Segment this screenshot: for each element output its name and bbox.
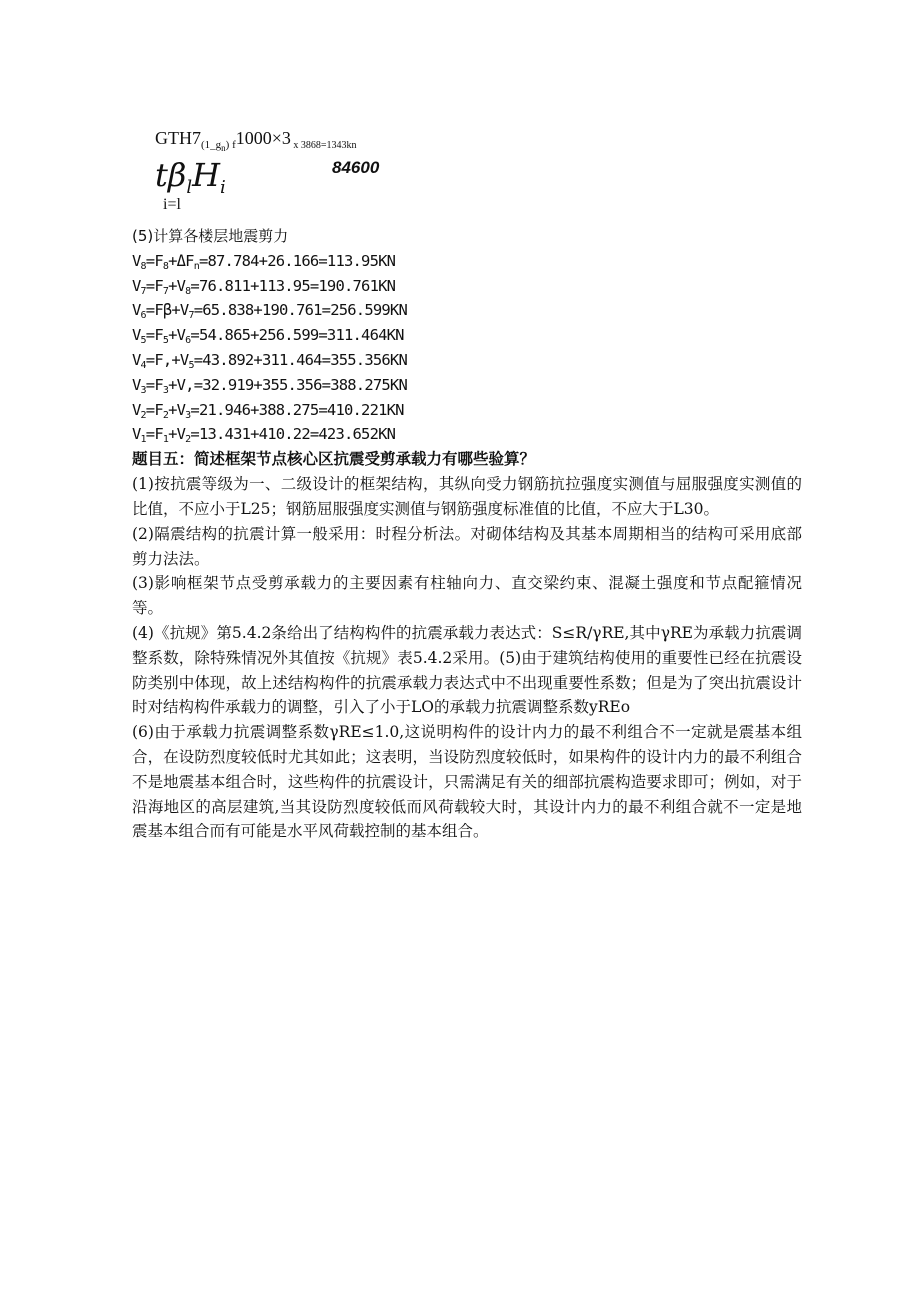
formula-result: x 3868=1343kn [290, 140, 357, 151]
shear-text: +V [168, 326, 186, 345]
shear-text: =F [145, 375, 163, 394]
shear-text: =65.838+190.761=256.599KN [193, 301, 407, 320]
shear-subscript: 3 [185, 409, 191, 421]
paragraph: (3)影响框架节点受剪承载力的主要因素有柱轴向力、直交梁约束、混凝土强度和节点配箍情况等。 [132, 574, 802, 618]
shear-text: +V [171, 350, 189, 369]
shear-line [132, 373, 802, 398]
formula-numerator: 1000×3 [235, 128, 291, 148]
shear-text: =F, [145, 350, 172, 369]
shear-subscript: 2 [162, 409, 169, 421]
paragraph: (4)《抗规》第5.4.2条给出了结构构件的抗震承载力表达式：S≤R/γRE,其中γRE为承载力抗震调整系数，除特殊情况外其值按《抗规》表5.4.2采用。(5)由于建筑结构使用的重要性已经在抗震设防类别中体现，故上述结构构件的抗震承载力表达式中不出现重要性系数；但是为了突出抗震设计时对结构构件承载力的调整，引入了小于LO的承载力抗震调整系数yREo [132, 623, 802, 717]
shear-text: V [132, 350, 141, 369]
paragraph: (1)按抗震等级为一、二级设计的框架结构，其纵向受力钢筋抗拉强度实测值与屈服强度实测值的比值，不应小于L25；钢筋屈服强度实测值与钢筋强度标准值的比值，不应大于L30。 [132, 475, 802, 518]
formula-subscript: l [186, 177, 193, 198]
shear-text: =43.892+311.464=355.356KN [193, 350, 407, 369]
shear-line [132, 422, 802, 447]
shear-list [132, 249, 802, 447]
shear-subscript: 3 [162, 384, 169, 396]
formula-denominator: 84600 [332, 158, 380, 177]
shear-subscript: 6 [185, 335, 191, 347]
paragraph: (2)隔震结构的抗震计算一般采用：时程分析法。对砌体结构及其基本周期相当的结构可采用底部剪力法法。 [132, 524, 802, 568]
shear-subscript: 5 [188, 359, 194, 371]
formula-subscript: i [220, 177, 226, 198]
formula-subscript: n [221, 143, 226, 153]
shear-line [132, 398, 802, 423]
shear-subscript: 8 [162, 260, 169, 272]
shear-subscript: 1 [140, 434, 146, 446]
formula-text: tβ [155, 156, 187, 194]
paragraph: (6)由于承载力抗震调整系数γRE≤1.0,这说明构件的设计内力的最不利组合不一定就是震基本组合，在设防烈度较低时尤其如此；这表明，当设防烈度较低时，如果构件的设计内力的最不利组合不是地震基本组合时，这些构件的抗震设计，只需满足有关的细部抗震构造要求即可；例如，对于沿海地区的高层建筑,当其设防烈度较低而风荷载较大时，其设计内力的最不利组合就不一定是地震基本组合而有可能是水平风荷载控制的基本组合。 [132, 723, 802, 841]
shear-text: +V [171, 301, 189, 320]
shear-text: =F [145, 425, 163, 444]
shear-text: V [132, 425, 141, 444]
shear-subscript: 8 [140, 260, 146, 272]
shear-text: =F [145, 326, 163, 345]
shear-line [132, 348, 802, 373]
formula-text: GTH7 [155, 128, 201, 148]
shear-subscript: n [193, 260, 199, 272]
shear-text: =21.946+388.275=410.221KN [190, 400, 404, 419]
shear-text: =32.919+355.356=388.275KN [193, 375, 407, 394]
shear-text: +ΔF [168, 251, 194, 270]
shear-text: +V, [168, 375, 194, 394]
shear-text: =76.811+113.95=190.761KN [190, 276, 396, 295]
shear-text: +V [168, 276, 186, 295]
shear-text: =F [145, 400, 163, 419]
shear-subscript: 7 [162, 285, 169, 297]
shear-subscript: 5 [140, 335, 146, 347]
shear-text: V [132, 400, 141, 419]
shear-subscript: 7 [140, 285, 146, 297]
shear-subscript: 2 [185, 434, 191, 446]
formula-index: i=l [163, 196, 181, 213]
content-body [132, 224, 802, 844]
shear-subscript: 7 [188, 310, 194, 322]
shear-text: V [132, 375, 141, 394]
shear-text: =54.865+256.599=311.464KN [190, 326, 404, 345]
shear-text: V [132, 326, 141, 345]
shear-subscript: 5 [162, 335, 169, 347]
shear-subscript: 3 [140, 384, 146, 396]
question-title: 题目五：简述框架节点核心区抗震受剪承载力有哪些验算？ [132, 450, 536, 469]
shear-text: V [132, 251, 141, 270]
shear-line [132, 274, 802, 299]
formula-subscript: ) f [225, 139, 236, 151]
shear-text: =87.784+26.166=113.95KN [198, 251, 396, 270]
section-heading: (5)计算各楼层地震剪力 [132, 227, 289, 245]
shear-text: =13.431+410.22=423.652KN [190, 425, 396, 444]
shear-text: V [132, 301, 141, 320]
formula-text: H [192, 156, 221, 194]
shear-subscript: 4 [140, 359, 146, 371]
shear-text: V [132, 276, 141, 295]
shear-text: =F [145, 251, 163, 270]
shear-text: +V [168, 400, 186, 419]
shear-subscript: 2 [140, 409, 146, 421]
shear-subscript: 1 [162, 434, 169, 446]
formula-top-line [155, 128, 357, 153]
shear-subscript: 6 [140, 310, 146, 322]
shear-line [132, 298, 802, 323]
formula-sum-term [155, 156, 226, 198]
shear-text: =F [145, 276, 163, 295]
shear-line [132, 249, 802, 274]
shear-text: =Fβ [145, 301, 172, 320]
shear-subscript: 8 [185, 285, 191, 297]
shear-line [132, 323, 802, 348]
formula-subscript: (1_g [201, 139, 222, 151]
shear-text: +V [168, 425, 186, 444]
